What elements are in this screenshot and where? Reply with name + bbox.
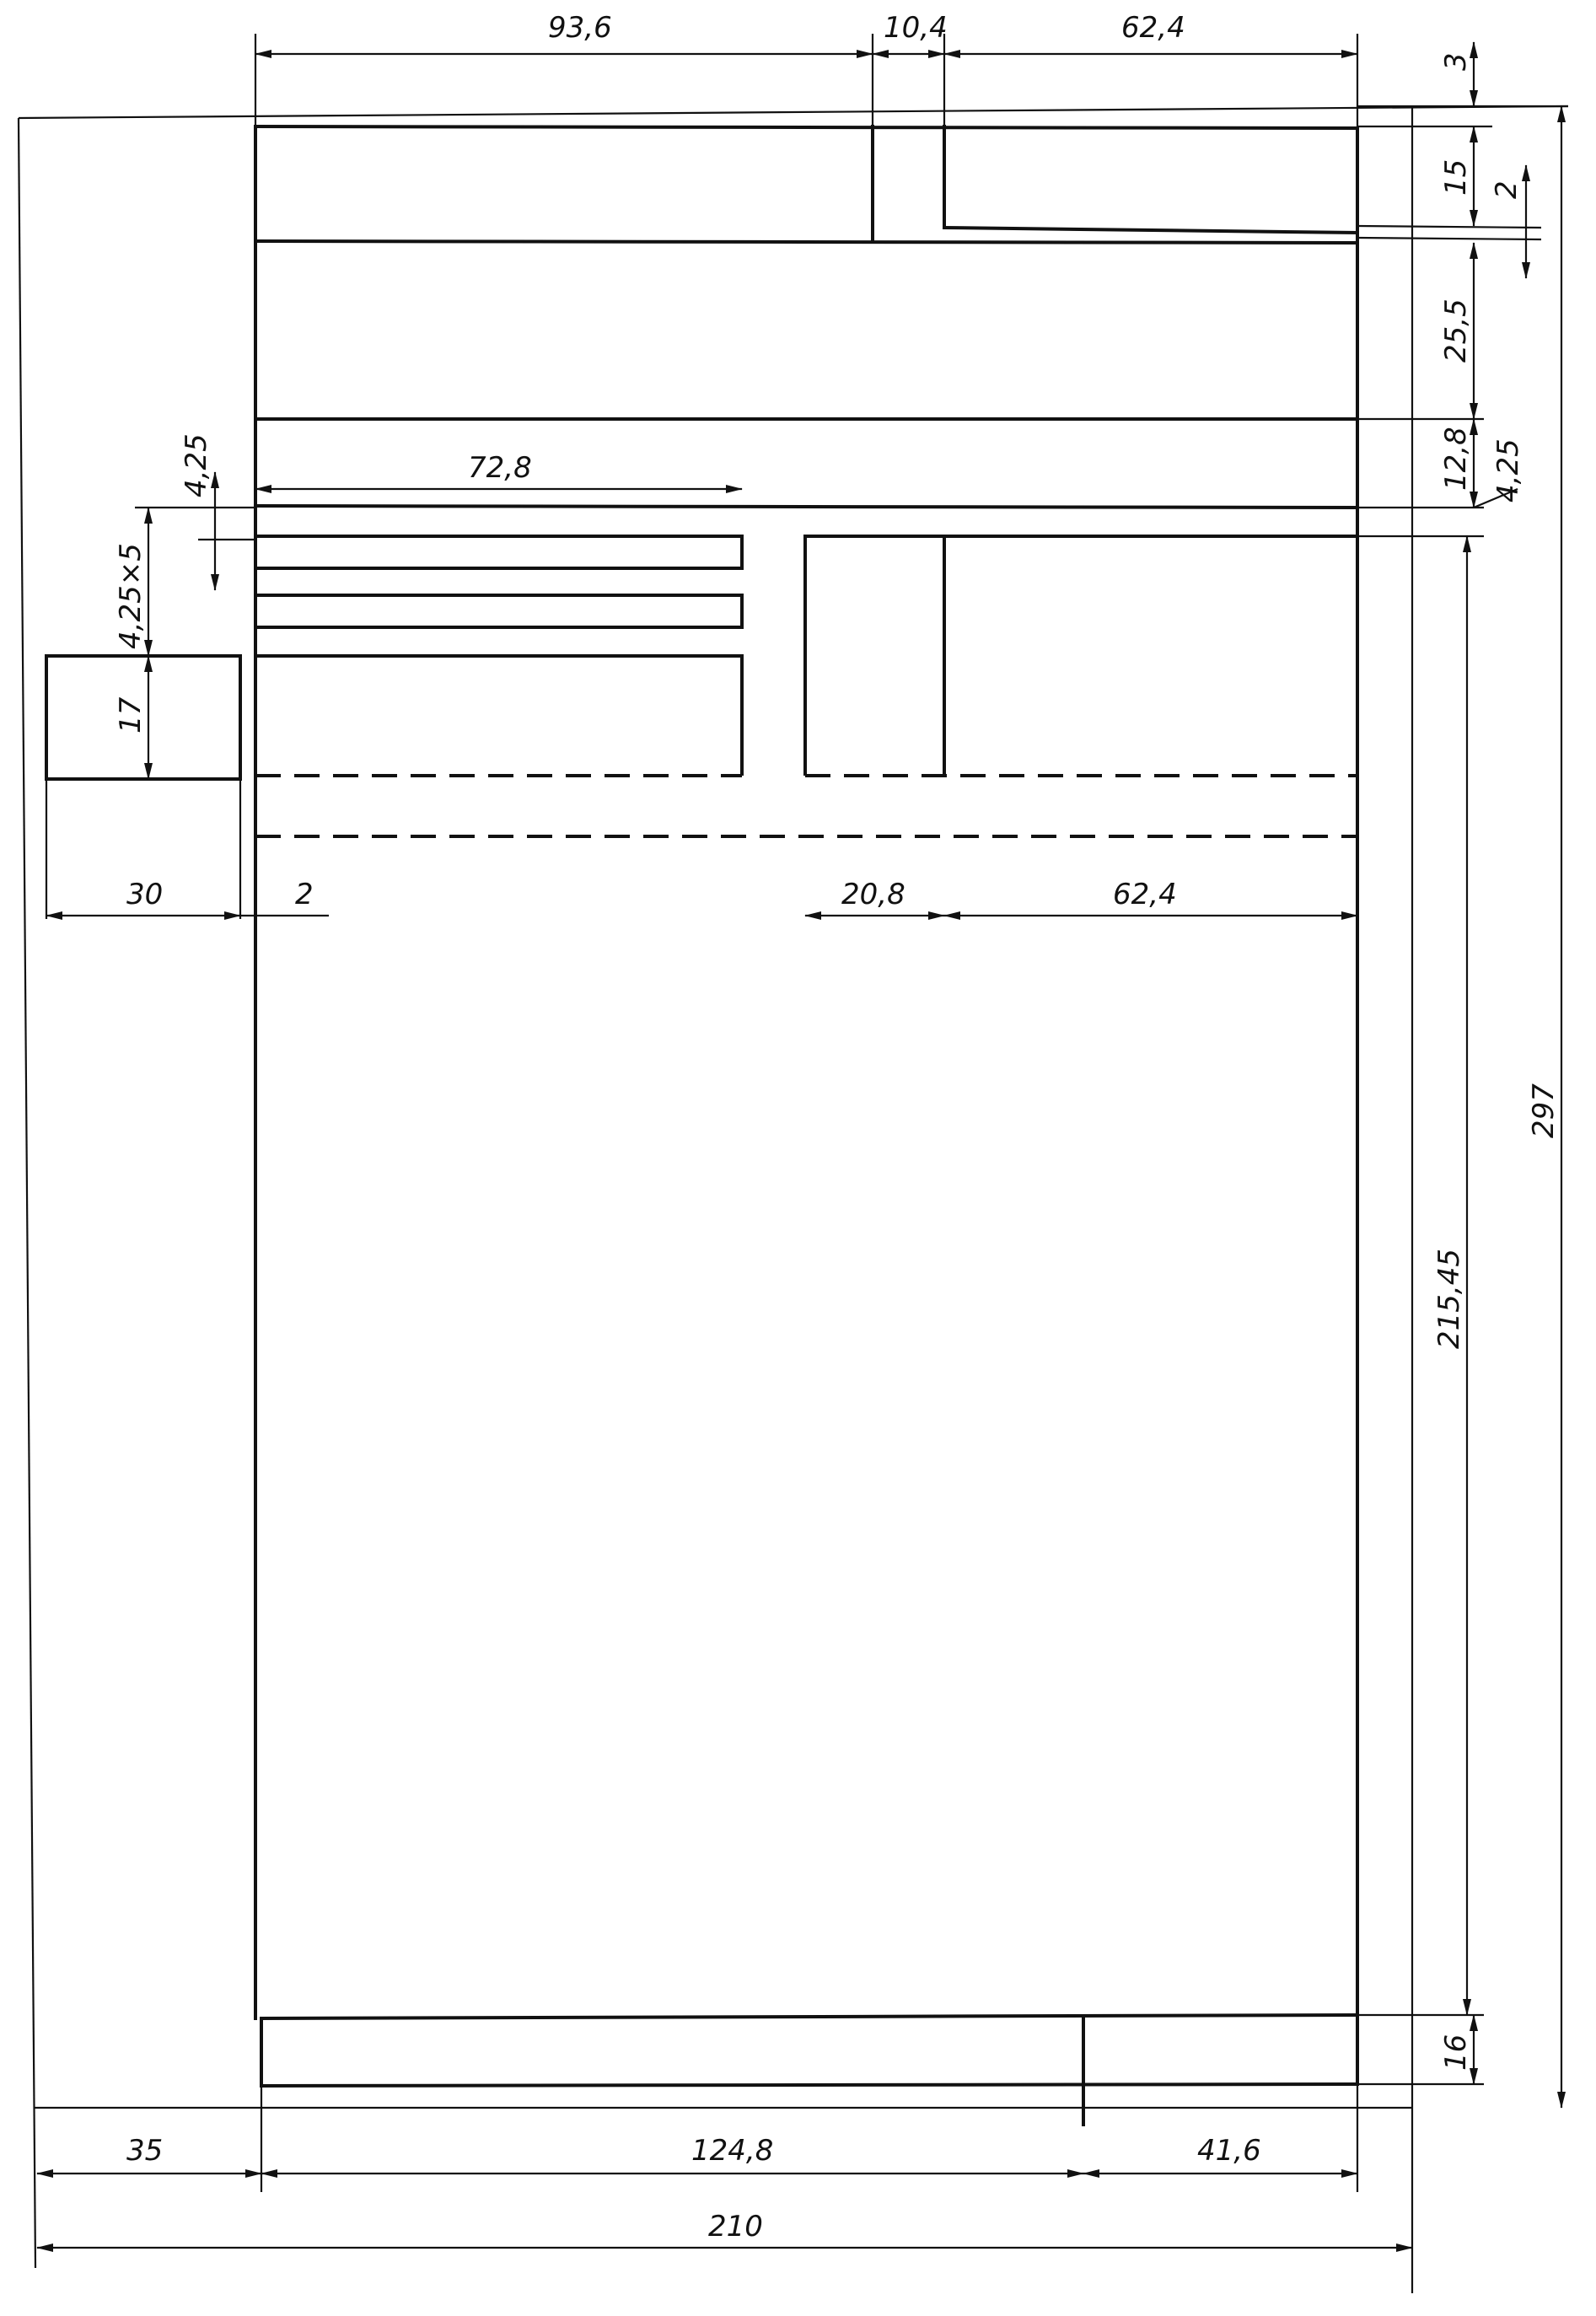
dim-30: 30 (126, 878, 164, 911)
dim-17: 17 (114, 696, 148, 733)
dim-4-25-left: 4,25 (180, 433, 213, 497)
dim-2-right: 2 (1490, 180, 1523, 199)
header-block (255, 126, 1541, 243)
dim-20-8: 20,8 (841, 878, 905, 911)
dim-210: 210 (708, 2210, 763, 2243)
dim-3: 3 (1439, 52, 1473, 71)
dim-124-8: 124,8 (691, 2134, 774, 2168)
footer-block (261, 2015, 1484, 2192)
right-requisite-block (255, 536, 1484, 836)
requisite-strips (255, 536, 742, 776)
title-band (255, 419, 1484, 508)
dim-25-5: 25,5 (1439, 298, 1473, 363)
extension-lines-top (255, 34, 1568, 126)
sheet-outline (19, 106, 1568, 2293)
dimension-lines (37, 42, 1561, 2248)
dim-16: 16 (1439, 2034, 1473, 2071)
dim-62-4-mid: 62,4 (1113, 878, 1177, 911)
dim-297: 297 (1527, 1083, 1561, 1138)
dim-62-4-top: 62,4 (1121, 11, 1185, 45)
dimension-labels (114, 11, 1561, 2243)
dim-215-45: 215,45 (1432, 1249, 1466, 1349)
dim-35: 35 (126, 2134, 164, 2168)
dim-4-25-right: 4,25 (1491, 438, 1525, 502)
dim-15: 15 (1439, 159, 1473, 196)
dim-2-mid: 2 (295, 878, 314, 911)
dim-41-6: 41,6 (1197, 2134, 1261, 2168)
dim-4-25x5: 4,25×5 (114, 543, 148, 649)
dim-12-8: 12,8 (1439, 427, 1473, 491)
dim-93-6: 93,6 (548, 11, 612, 45)
dim-10-4: 10,4 (884, 11, 948, 45)
dim-72-8: 72,8 (468, 451, 532, 485)
